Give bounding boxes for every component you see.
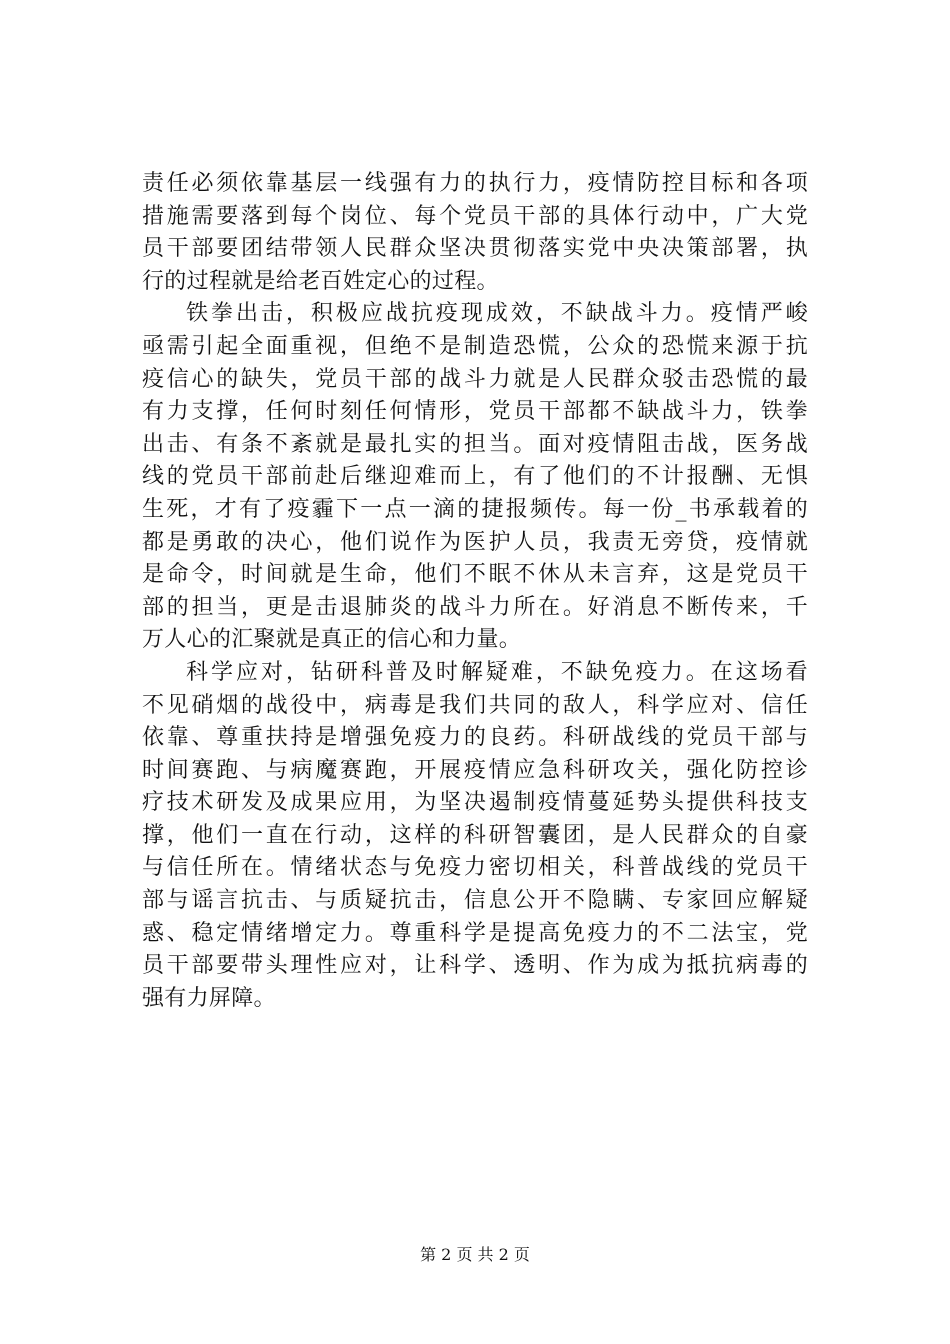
paragraph-2-line-7: 生死，才有了疫霾下一点一滴的捷报频传。每一份_书承载着的 [142, 496, 808, 522]
paragraph-3-line-11: 强有力屏障。 [142, 985, 276, 1011]
paragraph-2-line-1: 铁拳出击，积极应战抗疫现成效，不缺战斗力。疫情严峻 [186, 301, 808, 327]
paragraph-3-line-8: 部与谣言抗击、与质疑抗击，信息公开不隐瞒、专家回应解疑 [142, 888, 808, 914]
paragraph-3-line-3: 依靠、尊重扶持是增强免疫力的良药。科研战线的党员干部与 [142, 725, 808, 751]
paragraph-3-line-4: 时间赛跑、与病魔赛跑，开展疫情应急科研攻关，强化防控诊 [142, 757, 808, 783]
paragraph-2-line-11: 万人心的汇聚就是真正的信心和力量。 [142, 627, 522, 653]
paragraph-3-line-6: 撑，他们一直在行动，这样的科研智囊团，是人民群众的自豪 [142, 822, 808, 848]
paragraph-2-line-6: 线的党员干部前赴后继迎难而上，有了他们的不计报酬、无惧 [142, 464, 808, 490]
paragraph-3-line-7: 与信任所在。情绪状态与免疫力密切相关，科普战线的党员干 [142, 855, 808, 881]
paragraph-1-line-4: 行的过程就是给老百姓定心的过程。 [142, 268, 499, 294]
paragraph-1-line-2: 措施需要落到每个岗位、每个党员干部的具体行动中，广大党 [142, 203, 808, 229]
paragraph-3-line-1: 科学应对，钻研科普及时解疑难，不缺免疫力。在这场看 [186, 659, 808, 685]
body-text [142, 168, 808, 1015]
paragraph-2-line-3: 疫信心的缺失，党员干部的战斗力就是人民群众驳击恐慌的最 [142, 366, 808, 392]
page-number-footer: 第 2 页 共 2 页 [420, 1245, 530, 1264]
paragraph-2-line-4: 有力支撑，任何时刻任何情形，党员干部都不缺战斗力，铁拳 [142, 399, 808, 425]
paragraph-1-line-1: 责任必须依靠基层一线强有力的执行力，疫情防控目标和各项 [142, 171, 808, 196]
paragraph-1-line-3: 员干部要团结带领人民群众坚决贯彻落实党中央决策部署，执 [142, 236, 808, 262]
paragraph-3-line-2: 不见硝烟的战役中，病毒是我们共同的敌人，科学应对、信任 [142, 692, 808, 718]
paragraph-2-line-2: 亟需引起全面重视，但绝不是制造恐慌，公众的恐慌来源于抗 [142, 333, 808, 359]
paragraph-2-line-8: 都是勇敢的决心，他们说作为医护人员，我责无旁贷，疫情就 [142, 529, 808, 555]
paragraph-3-line-10: 员干部要带头理性应对，让科学、透明、作为成为抵抗病毒的 [142, 953, 808, 979]
paragraph-3-line-9: 惑、稳定情绪增定力。尊重科学是提高免疫力的不二法宝，党 [142, 920, 808, 946]
paragraph-2-line-10: 部的担当，更是击退肺炎的战斗力所在。好消息不断传来，千 [142, 594, 808, 620]
paragraph-3-line-5: 疗技术研发及成果应用，为坚决遏制疫情蔓延势头提供科技支 [142, 790, 808, 816]
paragraph-2-line-9: 是命令，时间就是生命，他们不眠不休从未言弃，这是党员干 [142, 562, 808, 588]
paragraph-2-line-5: 出击、有条不紊就是最扎实的担当。面对疫情阻击战，医务战 [142, 431, 808, 457]
